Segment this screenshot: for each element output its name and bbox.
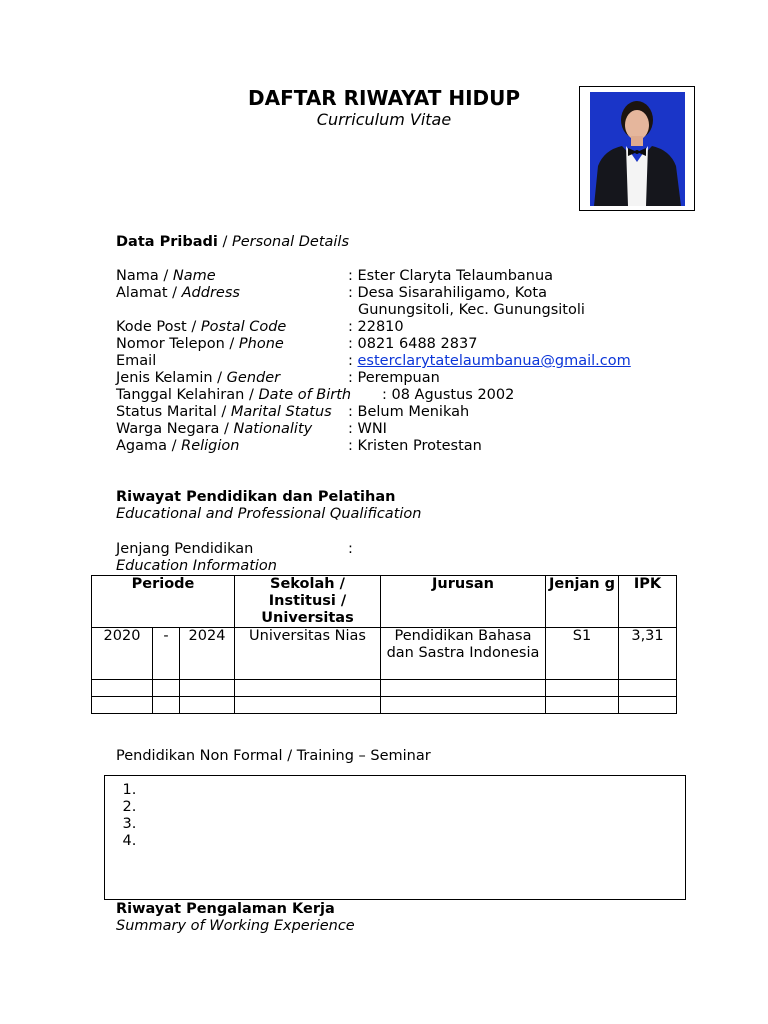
work-heading-en: Summary of Working Experience [116, 918, 355, 934]
cell-major: Pendidikan Bahasa dan Sastra Indonesia [381, 628, 546, 680]
marital-value: : Belum Menikah [348, 404, 470, 420]
cell-school: Universitas Nias [235, 628, 381, 680]
personal-row-marital: Status Marital / Marital Status : Belum Menikah [116, 404, 470, 420]
name-value: : Ester Claryta Telaumbanua [348, 268, 554, 284]
list-item [141, 782, 685, 799]
col-header-periode: Periode [92, 576, 235, 628]
col-header-jenjang: Jenjan g [546, 576, 619, 628]
nonformal-list [105, 782, 685, 850]
birth-value: : 08 Agustus 2002 [382, 387, 515, 403]
cell-end-year: 2024 [180, 628, 235, 680]
page-subtitle: Curriculum Vitae [316, 110, 452, 129]
personal-row-name: Nama / Name : Ester Claryta Telaumbanua [116, 268, 554, 284]
profile-photo-frame [579, 86, 695, 211]
personal-row-gender: Jenis Kelamin / Gender : Perempuan [116, 370, 440, 386]
education-heading-en: Educational and Professional Qualification [116, 506, 422, 522]
personal-row-religion: Agama / Religion : Kristen Protestan [116, 438, 482, 454]
col-header-jurusan: Jurusan [381, 576, 546, 628]
table-row [92, 628, 677, 680]
address-value: : Desa Sisarahiligamo, Kota [348, 285, 547, 301]
postal-value: : 22810 [348, 319, 404, 335]
table-row-empty [92, 697, 677, 714]
personal-row-address: Alamat / Address : Desa Sisarahiligamo, Kota [116, 285, 547, 301]
cell-gpa: 3,31 [619, 628, 677, 680]
work-heading: Riwayat Pengalaman Kerja [116, 901, 335, 917]
table-header-row [92, 576, 677, 628]
education-level-label: Jenjang Pendidikan : [116, 541, 353, 557]
education-level-label-en: Education Information [116, 558, 277, 574]
col-header-ipk: IPK [619, 576, 677, 628]
education-table [91, 575, 677, 714]
address-value-line2: Gunungsitoli, Kec. Gunungsitoli [358, 302, 585, 318]
personal-row-birth: Tanggal Kelahiran / Date of Birth : 08 Agustus 2002 [116, 387, 515, 403]
nonformal-heading: Pendidikan Non Formal / Training – Seminar [116, 748, 431, 764]
gender-value: : Perempuan [348, 370, 440, 386]
list-item [141, 833, 685, 850]
education-heading: Riwayat Pendidikan dan Pelatihan [116, 489, 396, 505]
list-item [141, 816, 685, 833]
personal-row-nationality: Warga Negara / Nationality : WNI [116, 421, 387, 437]
list-item [141, 799, 685, 816]
nonformal-box [104, 775, 686, 900]
cell-start-year: 2020 [92, 628, 153, 680]
religion-value: : Kristen Protestan [348, 438, 482, 454]
cell-level: S1 [546, 628, 619, 680]
col-header-sekolah: Sekolah / Institusi / Universitas [235, 576, 381, 628]
phone-value: : 0821 6488 2837 [348, 336, 478, 352]
personal-row-address-2 [116, 302, 716, 319]
table-row-empty [92, 680, 677, 697]
personal-row-phone: Nomor Telepon / Phone : 0821 6488 2837 [116, 336, 478, 352]
page-title: DAFTAR RIWAYAT HIDUP [247, 86, 521, 110]
personal-row-email: Email : esterclarytatelaumbanua@gmail.com [116, 353, 631, 369]
email-link[interactable]: esterclarytatelaumbanua@gmail.com [357, 353, 631, 369]
cell-dash: - [153, 628, 180, 680]
personal-details-heading: Data Pribadi / Personal Details [116, 234, 350, 250]
personal-row-postal: Kode Post / Postal Code : 22810 [116, 319, 404, 335]
nationality-value: : WNI [348, 421, 387, 437]
profile-photo [590, 92, 685, 206]
